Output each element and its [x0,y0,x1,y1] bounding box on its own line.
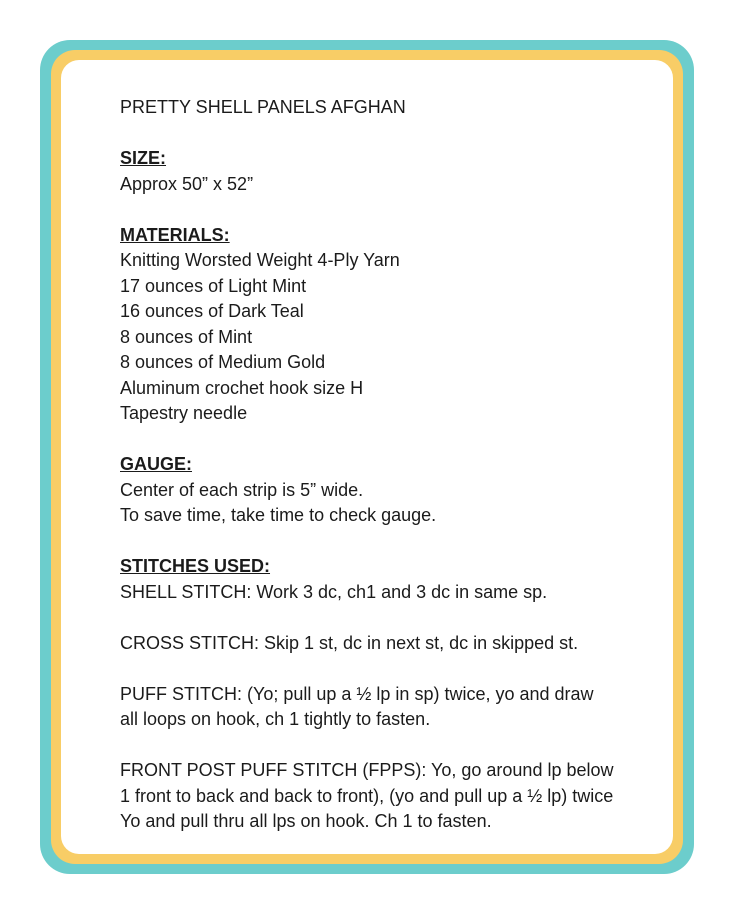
pattern-content [120,95,660,835]
cross-stitch: CROSS STITCH: Skip 1 st, dc in next st, dc in skipped st. [120,632,579,653]
pattern-title: PRETTY SHELL PANELS AFGHAN [120,97,406,117]
material-item: 16 ounces of Dark Teal [120,301,304,321]
material-item: 8 ounces of Medium Gold [120,352,326,372]
fpps-line: FRONT POST PUFF STITCH (FPPS): Yo, go around lp below [120,760,614,780]
material-item: 17 ounces of Light Mint [120,275,307,296]
fpps-line: Yo and pull thru all lps on hook. Ch 1 to fasten. [120,811,492,831]
material-item: Knitting Worsted Weight 4-Ply Yarn [120,250,400,270]
fpps-line: 1 front to back and back to front), (yo and pull up a ½ lp) twice [120,785,614,806]
gauge-heading: GAUGE: [120,454,192,474]
puff-stitch-line: PUFF STITCH: (Yo; pull up a ½ lp in sp) twice, yo and draw [120,683,594,704]
gauge-line: To save time, take time to check gauge. [120,505,437,525]
shell-stitch: SHELL STITCH: Work 3 dc, ch1 and 3 dc in same sp. [120,581,548,602]
size-value: Approx 50” x 52” [120,173,254,194]
materials-heading: MATERIALS: [120,224,230,245]
stitches-section [120,554,660,580]
materials-section [120,223,660,249]
material-item: 8 ounces of Mint [120,326,253,347]
material-item: Aluminum crochet hook size H [120,377,364,398]
stitches-heading: STITCHES USED: [120,556,271,576]
size-section [120,146,660,172]
puff-stitch-line: all loops on hook, ch 1 tightly to fasten. [120,709,431,729]
gauge-section [120,452,660,478]
material-item: Tapestry needle [120,403,248,423]
gauge-line: Center of each strip is 5” wide. [120,479,364,500]
size-heading: SIZE: [120,148,167,168]
